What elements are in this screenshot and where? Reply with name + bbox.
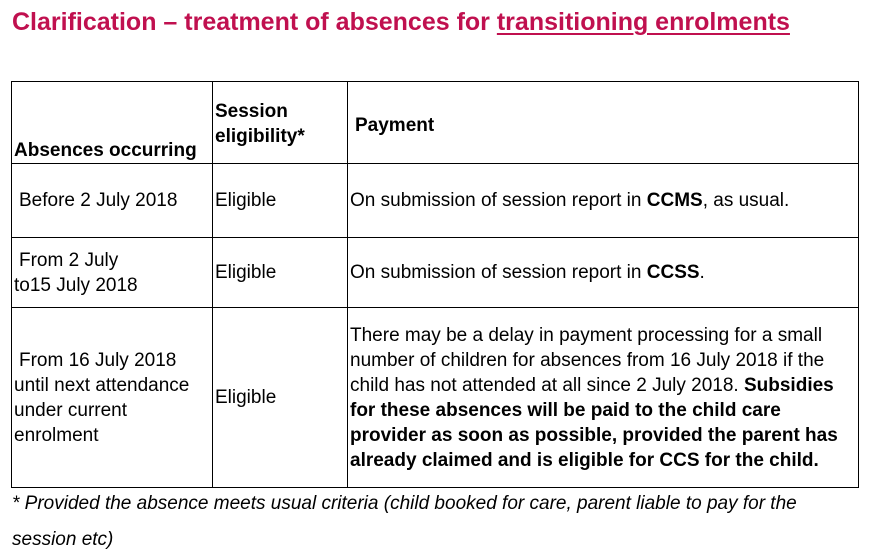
row2-payment-pre: On submission of session report in — [350, 262, 647, 283]
row3-period-line1: From 16 July 2018 — [19, 349, 177, 371]
table-row — [12, 238, 859, 308]
row3-payment-pre: There may be a delay in payment processing for a small number of children for absences from 16 July 2018 if the child has not attended at all since 2 July 2018. — [350, 324, 825, 396]
table-row — [12, 308, 859, 488]
row1-period: Before 2 July 2018 — [12, 164, 213, 238]
footnote: * Provided the absence meets usual criteria (child booked for care, parent liable to pay for the session etc) — [12, 493, 797, 550]
row2-payment — [348, 238, 859, 308]
row3-eligibility: Eligible — [213, 308, 348, 488]
row2-period — [12, 238, 213, 308]
header-payment: Payment — [348, 82, 859, 164]
row1-payment-pre: On submission of session report in — [350, 190, 647, 211]
row2-eligibility: Eligible — [213, 238, 348, 308]
row1-payment-system: CCMS — [646, 190, 703, 211]
row3-payment-bold: Subsidies for these absences will be paid to the child care provider as soon as possible, provided the parent has already claimed and is eligible for CCS for the child. — [350, 374, 838, 471]
row3-period — [12, 308, 213, 488]
absence-table — [11, 81, 859, 488]
title-prefix: Clarification – treatment of absences for — [12, 8, 497, 36]
row1-payment — [348, 164, 859, 238]
table-row — [12, 164, 859, 238]
title-underlined: transitioning enrolments — [496, 8, 790, 36]
row2-payment-system: CCSS — [646, 262, 700, 283]
row2-period-line1: From 2 July — [19, 249, 119, 271]
table-header-row — [12, 82, 859, 164]
header-eligibility: Session eligibility* — [213, 82, 348, 164]
row3-payment — [348, 308, 859, 488]
row1-payment-post: , as usual. — [702, 190, 790, 211]
header-absences: Absences occurring — [12, 82, 213, 164]
row3-period-line2: until next attendance under current enrolment — [14, 374, 190, 446]
row2-period-line2: to15 July 2018 — [14, 274, 138, 296]
page-title — [12, 8, 790, 37]
row2-payment-post: . — [699, 262, 705, 283]
row1-eligibility: Eligible — [213, 164, 348, 238]
